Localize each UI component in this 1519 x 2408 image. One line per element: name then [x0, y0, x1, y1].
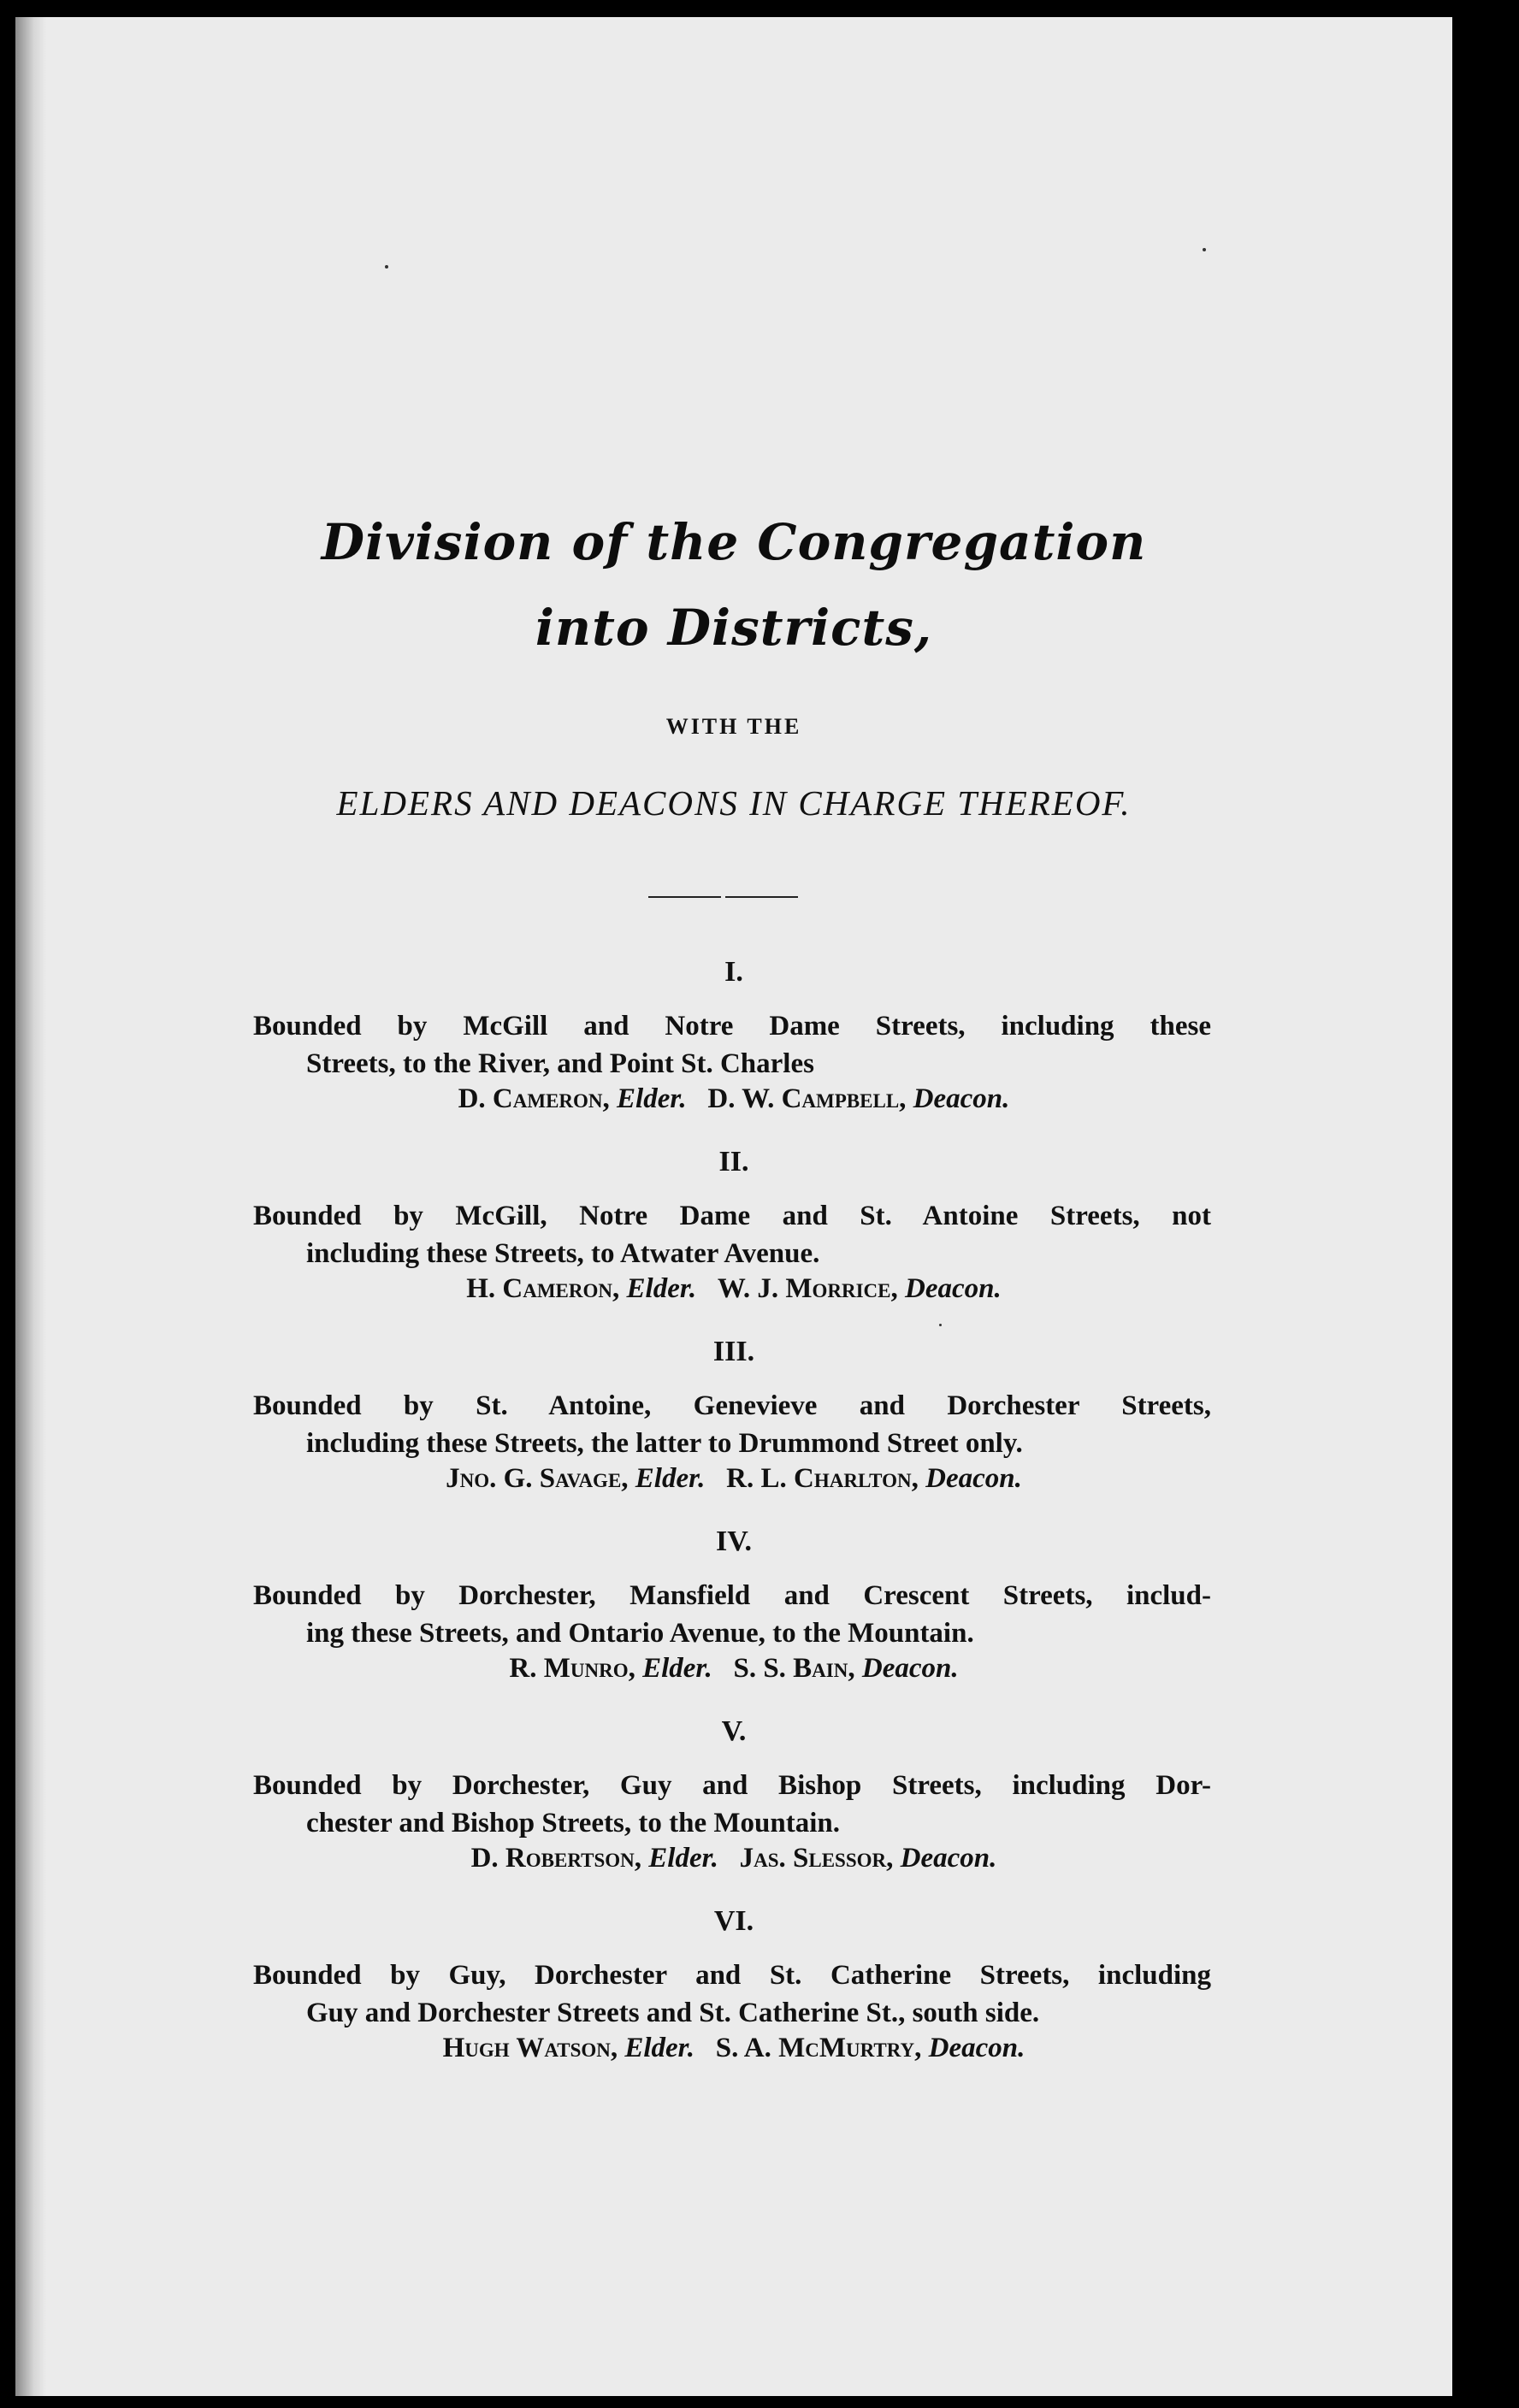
deacon-name: D. W. Campbell, [707, 1083, 907, 1114]
boundary-line-2: ing these Streets, and Ontario Avenue, to the Mountain. [306, 1618, 974, 1649]
scan-speck [939, 1324, 942, 1326]
district-officers [15, 2033, 1452, 2064]
deacon-name: S. S. Bain, [733, 1653, 855, 1684]
elder-name: D. Cameron, [458, 1083, 610, 1114]
deacon-name: Jas. Slessor, [739, 1843, 894, 1874]
district-numeral: III. [712, 1336, 755, 1367]
elder-name: D. Robertson, [470, 1843, 642, 1874]
deacon-role: Deacon. [861, 1653, 959, 1684]
district-numeral: IV. [716, 1526, 752, 1557]
boundary-line-2: Guy and Dorchester Streets and St. Catherine St., south side. [306, 1998, 1040, 2028]
boundary-line-1: Bounded by Dorchester, Mansfield and Crescent Streets, includ- [253, 1580, 1211, 1611]
elder-role: Elder. [624, 2033, 694, 2063]
district-numeral: I. [724, 956, 743, 988]
elder-name: Jno. G. Savage, [446, 1463, 629, 1494]
deacon-role: Deacon. [913, 1083, 1010, 1114]
document-page [15, 17, 1452, 2396]
district-officers [15, 1273, 1452, 1305]
district-officers [15, 1083, 1452, 1115]
district-boundary [253, 1197, 1211, 1272]
scan-speck [385, 265, 388, 269]
scan-speck [1203, 248, 1206, 251]
with-the-caption: WITH THE [665, 714, 802, 739]
elder-role: Elder. [635, 1463, 706, 1494]
deacon-role: Deacon. [900, 1843, 997, 1874]
deacon-role: Deacon. [925, 1463, 1022, 1494]
elder-name: R. Munro, [509, 1653, 635, 1684]
district-officers [15, 1843, 1452, 1874]
boundary-line-1: Bounded by Dorchester, Guy and Bishop Streets, including Dor- [253, 1770, 1211, 1801]
elder-role: Elder. [648, 1843, 718, 1874]
district-officers [15, 1463, 1452, 1495]
district-boundary [253, 1577, 1211, 1652]
boundary-line-1: Bounded by St. Antoine, Genevieve and Dorchester Streets, [253, 1390, 1211, 1421]
district-boundary [253, 1007, 1211, 1083]
elder-role: Elder. [617, 1083, 687, 1114]
boundary-line-2: including these Streets, to Atwater Avenue. [306, 1238, 820, 1269]
deacon-name: W. J. Morrice, [717, 1273, 898, 1304]
district-numeral: V. [721, 1715, 747, 1747]
district-boundary [253, 1767, 1211, 1842]
boundary-line-2: chester and Bishop Streets, to the Mountain. [306, 1808, 840, 1838]
district-boundary [253, 1956, 1211, 2032]
boundary-line-1: Bounded by McGill, Notre Dame and St. Antoine Streets, not [253, 1201, 1211, 1231]
boundary-line-2: including these Streets, the latter to Drummond Street only. [306, 1428, 1023, 1459]
elder-role: Elder. [626, 1273, 697, 1304]
boundary-line-1: Bounded by Guy, Dorchester and St. Catherine Streets, including [253, 1960, 1211, 1991]
deacon-name: S. A. McMurtry, [715, 2033, 922, 2063]
district-boundary [253, 1387, 1211, 1462]
boundary-line-1: Bounded by McGill and Notre Dame Streets, including these [253, 1011, 1211, 1042]
page-title-line-1: Division of the Congregation [321, 513, 1147, 571]
deacon-name: R. L. Charlton, [726, 1463, 919, 1494]
divider-rule-right [725, 896, 798, 898]
page-subtitle: ELDERS AND DEACONS IN CHARGE THEREOF. [336, 783, 1132, 823]
elder-role: Elder. [642, 1653, 712, 1684]
elder-name: Hugh Watson, [442, 2033, 618, 2063]
district-numeral: VI. [713, 1905, 754, 1937]
district-officers [15, 1653, 1452, 1685]
boundary-line-2: Streets, to the River, and Point St. Charles [306, 1048, 814, 1079]
page-title-line-2: into Districts, [535, 599, 933, 657]
district-numeral: II. [718, 1146, 749, 1177]
elder-name: H. Cameron, [466, 1273, 620, 1304]
deacon-role: Deacon. [905, 1273, 1002, 1304]
divider-rule-left [648, 896, 721, 898]
deacon-role: Deacon. [928, 2033, 1025, 2063]
